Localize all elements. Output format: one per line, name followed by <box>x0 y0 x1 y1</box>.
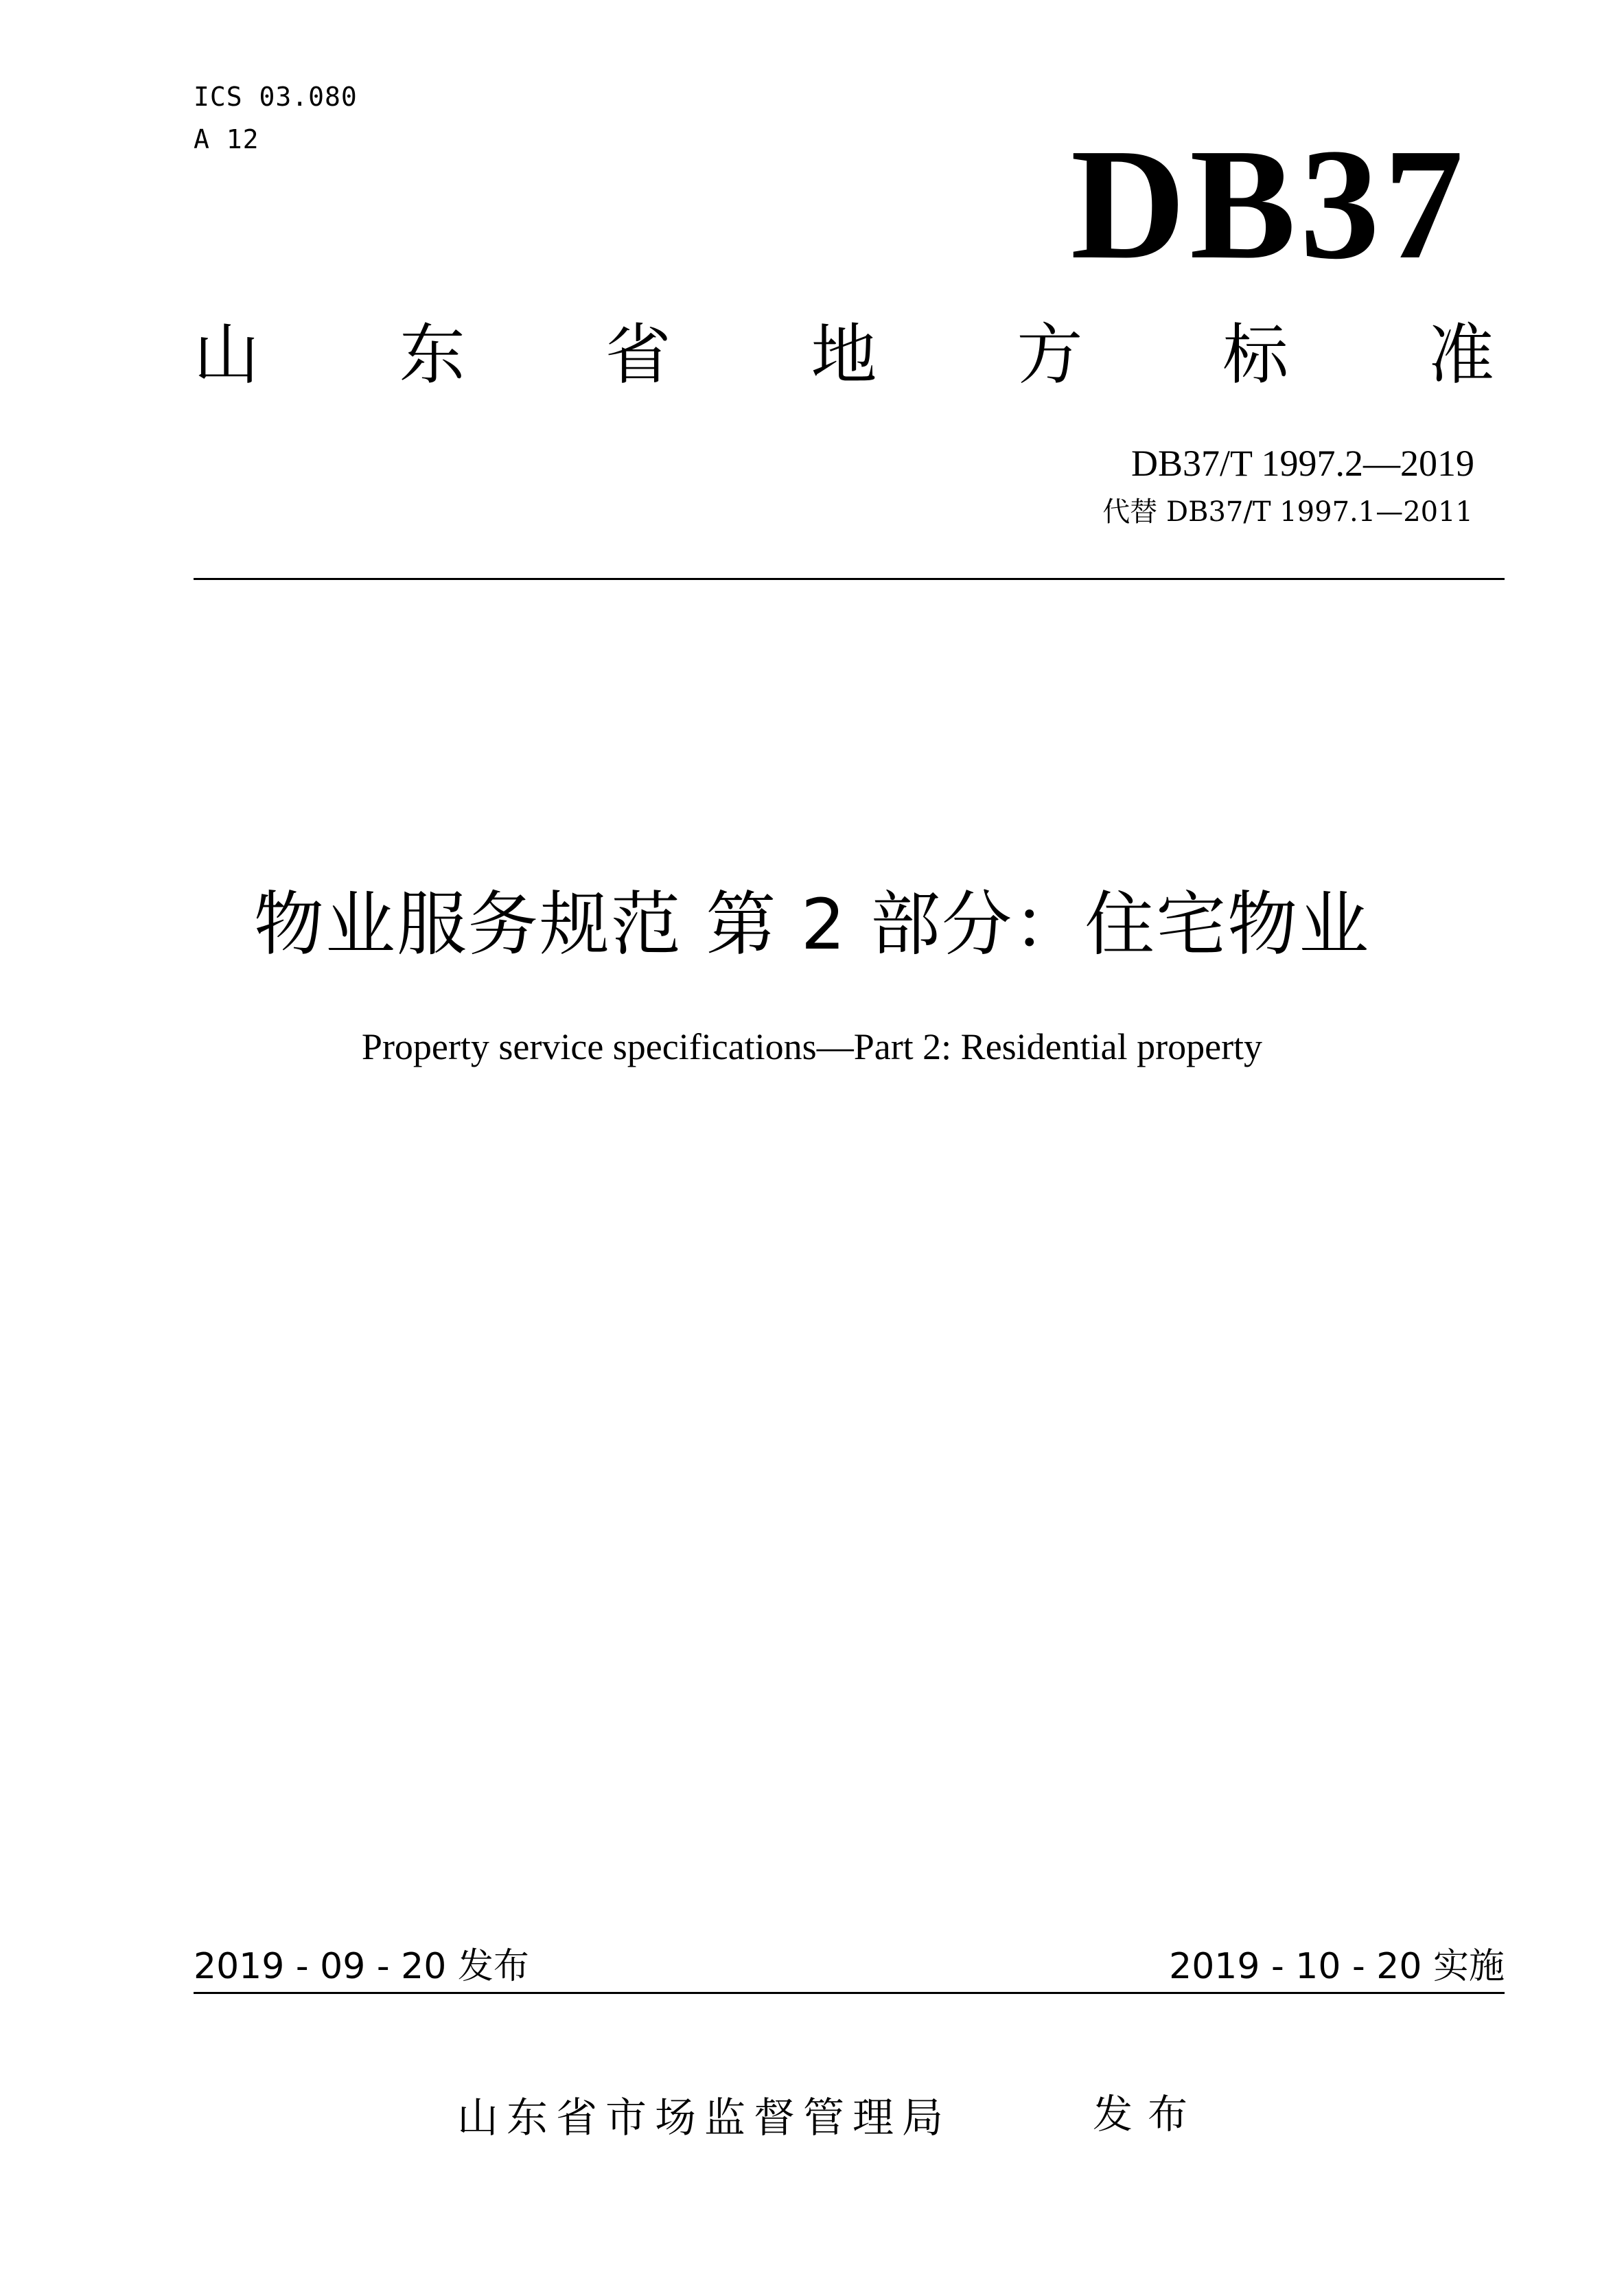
standard-type-char: 标 <box>1222 316 1289 393</box>
standard-number: DB37/T 1997.2—2019 <box>1130 443 1474 484</box>
document-title-english: Property service specifications—Part 2: Residential property <box>361 1026 1263 1067</box>
document-title-chinese: 物业服务规范 第 2 部分：住宅物业 <box>253 884 1371 966</box>
standard-type-heading <box>194 310 1494 399</box>
top-divider <box>194 578 1505 580</box>
standard-type-char: 方 <box>1017 316 1083 393</box>
implementation-date: 2019 - 10 - 20 实施 <box>1169 1946 1505 1987</box>
standard-type-char: 地 <box>811 316 877 393</box>
issue-date: 2019 - 09 - 20 发布 <box>194 1946 529 1987</box>
ccs-code: A 12 <box>194 124 259 154</box>
publish-label: 发布 <box>1093 2091 1203 2137</box>
standard-type-char: 准 <box>1428 316 1494 393</box>
replaces-standard: 代替 DB37/T 1997.1—2011 <box>1102 496 1473 528</box>
publisher-name: 山东省市场监督管理局 <box>457 2094 951 2142</box>
standard-type-char: 东 <box>399 316 465 393</box>
ics-code: ICS 03.080 <box>194 82 358 112</box>
standard-type-char: 山 <box>194 316 259 393</box>
standard-logo: DB37 <box>1070 116 1468 292</box>
bottom-divider <box>194 1992 1505 1994</box>
standard-type-char: 省 <box>605 316 671 393</box>
